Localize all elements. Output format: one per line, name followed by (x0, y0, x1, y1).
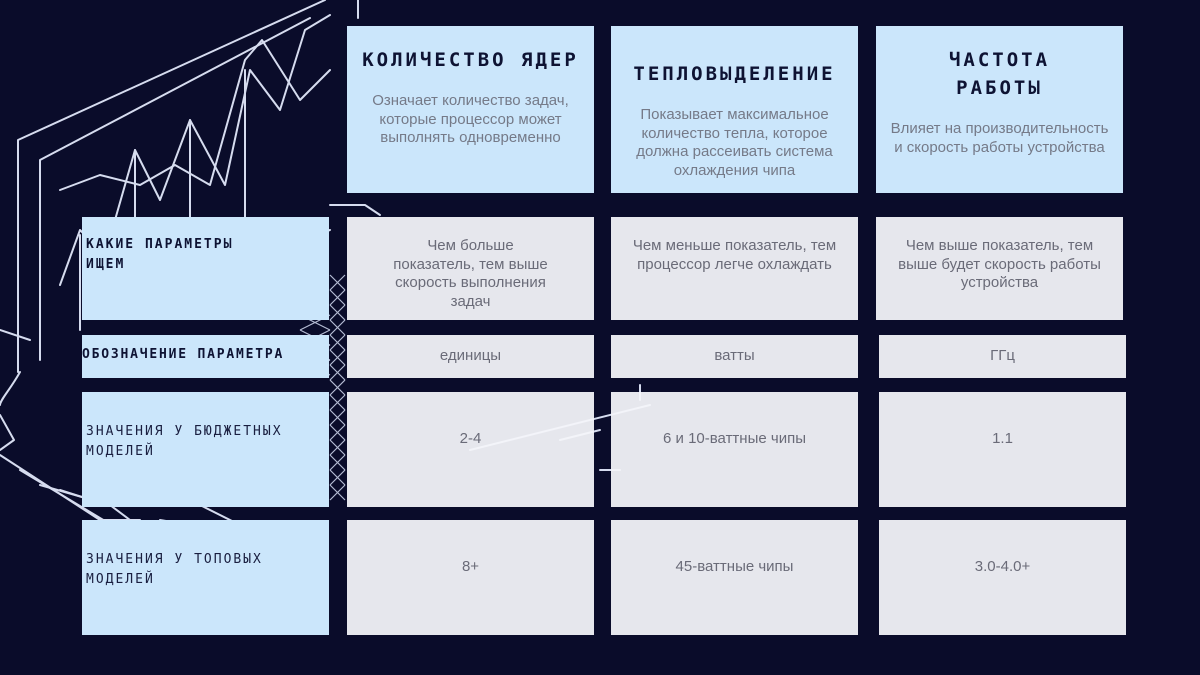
row-label-text: КАКИЕ ПАРАМЕТРЫ ИЩЕМ (86, 237, 234, 272)
column-title: ТЕПЛОВЫДЕЛЕНИЕ (633, 63, 836, 85)
row-label-unit (82, 335, 329, 378)
cell-text: Чем больше показатель, тем выше скорость выполнения задач (393, 237, 548, 310)
table-cell (347, 520, 594, 635)
table-cell (347, 335, 594, 378)
cell-text: Чем выше показатель, тем выше будет скорость работы устройства (898, 237, 1101, 291)
column-title: КОЛИЧЕСТВО ЯДЕР (362, 49, 579, 71)
column-title: ЧАСТОТА РАБОТЫ (948, 49, 1051, 99)
cell-text: 3.0-4.0+ (974, 558, 1031, 575)
table-cell (611, 217, 858, 320)
table-cell (347, 217, 594, 320)
row-label-text: ЗНАЧЕНИЯ У БЮДЖЕТНЫХ МОДЕЛЕЙ (86, 424, 283, 459)
row-label-top-models (82, 520, 329, 635)
table-cell (879, 520, 1126, 635)
table-cell (347, 392, 594, 507)
column-header-cores (347, 26, 594, 193)
row-label-text: ЗНАЧЕНИЯ У ТОПОВЫХ МОДЕЛЕЙ (86, 552, 263, 587)
row-label-what-to-look-for (82, 217, 329, 320)
table-cell (611, 392, 858, 507)
table-cell (879, 392, 1126, 507)
table-cell (611, 520, 858, 635)
cell-text: ГГц (990, 347, 1015, 364)
column-description: Показывает максимальное количество тепла, которое должна рассеивать система охлаждения чипа (636, 106, 833, 179)
column-header-frequency (876, 26, 1123, 193)
table-cell (611, 335, 858, 378)
cell-text: Чем меньше показатель, тем процессор легче охлаждать (632, 237, 837, 273)
table-cell (876, 217, 1123, 320)
column-description: Влияет на производительность и скорость работы устройства (890, 120, 1109, 156)
cell-text: единицы (439, 347, 502, 364)
cell-text: 2-4 (459, 430, 482, 447)
table-cell (879, 335, 1126, 378)
cell-text: 1.1 (992, 430, 1013, 447)
row-label-text: ОБОЗНАЧЕНИЕ ПАРАМЕТРА (82, 347, 285, 362)
row-label-budget-models (82, 392, 329, 507)
column-header-heat (611, 26, 858, 193)
cell-text: 6 и 10-ваттные чипы (663, 430, 806, 447)
cell-text: ватты (714, 347, 755, 364)
column-description: Означает количество задач, которые процессор может выполнять одновременно (372, 92, 569, 146)
cell-text: 45-ваттные чипы (675, 558, 794, 575)
cell-text: 8+ (461, 558, 480, 575)
